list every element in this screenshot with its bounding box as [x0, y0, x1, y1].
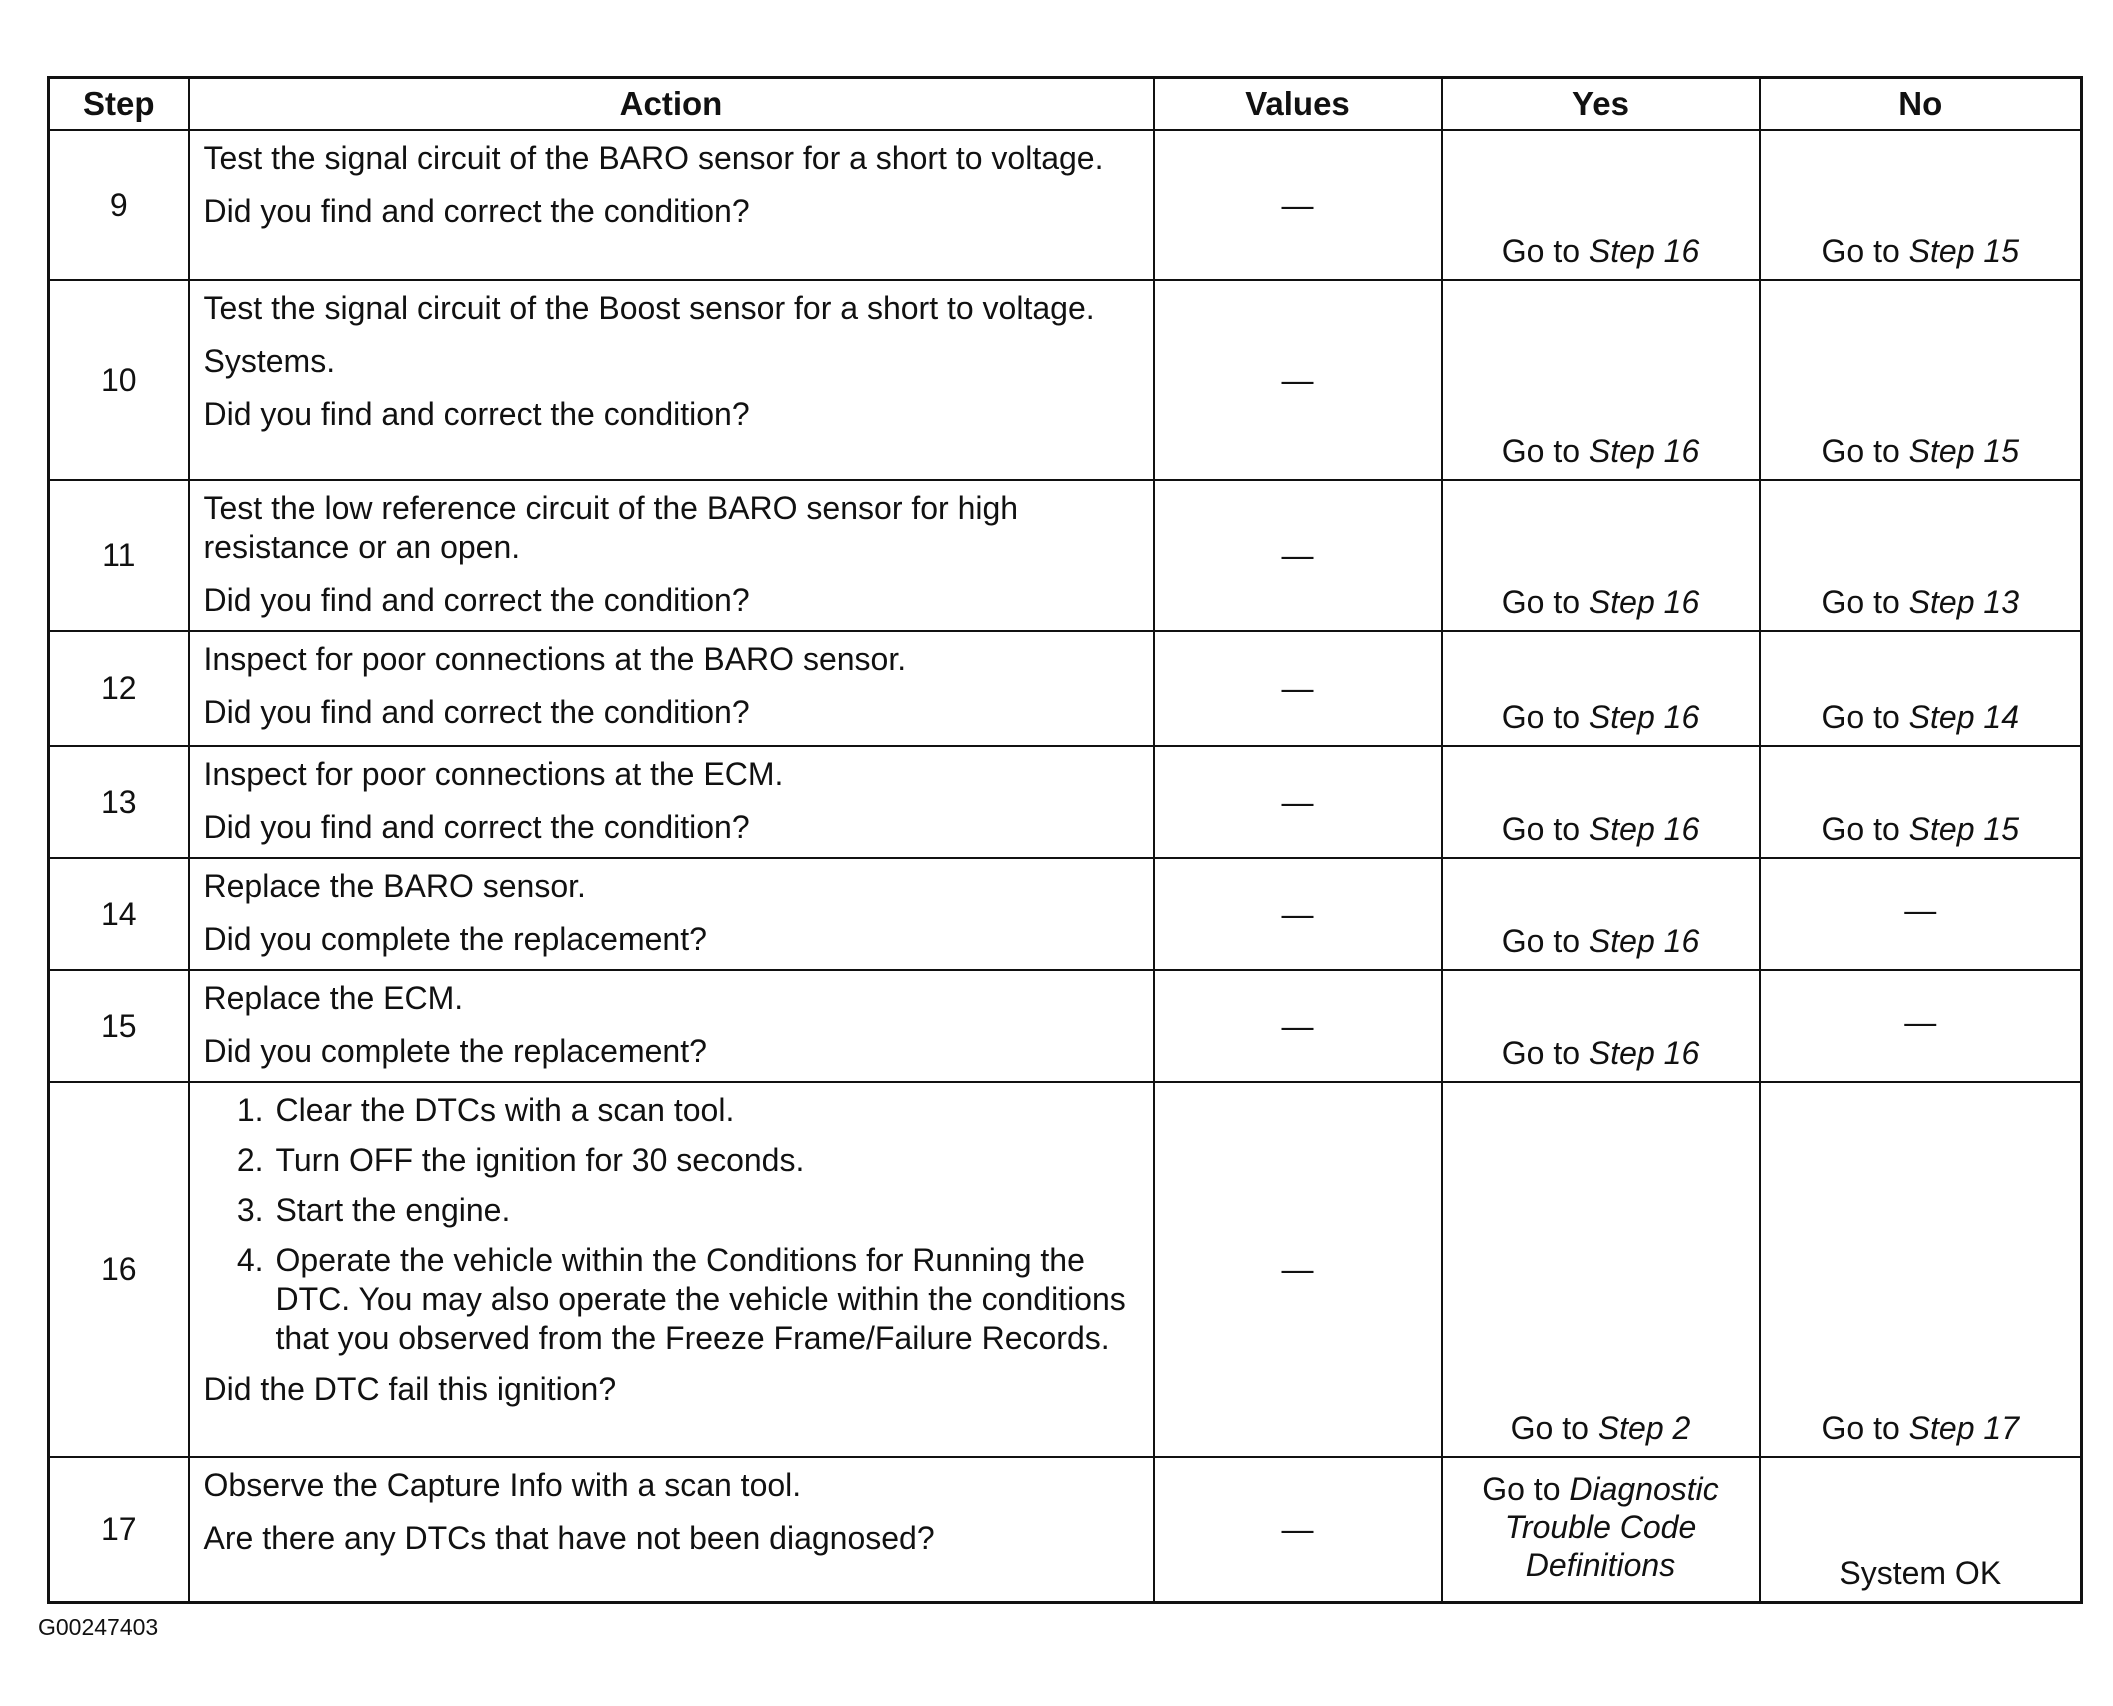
step-reference: Diagnostic Trouble Code Definitions — [1504, 1471, 1719, 1584]
yes-goto — [1482, 1471, 1719, 1583]
action-list-item — [204, 1241, 1139, 1358]
step-reference: Step 16 — [1588, 811, 1700, 847]
yes-cell — [1442, 970, 1760, 1082]
step-reference: Step 15 — [1908, 233, 2019, 269]
values-cell: — — [1154, 970, 1442, 1082]
no-cell: — — [1760, 858, 2082, 970]
action-list-item — [204, 1091, 1139, 1130]
yes-cell — [1442, 130, 1760, 280]
step-reference: Step 2 — [1597, 1410, 1691, 1446]
values-cell: — — [1154, 280, 1442, 480]
table-row — [49, 480, 2082, 631]
goto-prefix: Go to — [1510, 1410, 1598, 1446]
action-text: Inspect for poor connections at the BARO sensor. — [203, 641, 907, 677]
action-text: Test the signal circuit of the Boost sensor for a short to voltage. — [203, 290, 1095, 326]
table-row — [49, 970, 2082, 1082]
action-text: Replace the BARO sensor. — [203, 868, 586, 904]
values-cell: — — [1154, 480, 1442, 631]
step-reference: Step 16 — [1588, 1035, 1700, 1071]
action-text: Did you find and correct the condition? — [203, 582, 750, 618]
step-reference: Step 13 — [1908, 584, 2019, 620]
goto-prefix: Go to — [1821, 699, 1909, 735]
header-action: Action — [189, 78, 1154, 131]
goto-prefix: Go to — [1501, 699, 1589, 735]
goto-prefix: Go to — [1821, 233, 1909, 269]
goto-prefix: Go to — [1821, 1410, 1909, 1446]
table-row — [49, 631, 2082, 746]
table-row — [49, 130, 2082, 280]
no-goto — [1822, 1410, 2019, 1446]
list-item-number: 4. — [236, 1242, 264, 1278]
header-values: Values — [1154, 78, 1442, 131]
step-number: 9 — [49, 130, 189, 280]
action-text: Systems. — [203, 343, 336, 379]
yes-cell — [1442, 1082, 1760, 1457]
no-cell — [1760, 130, 2082, 280]
list-item-number: 2. — [236, 1142, 264, 1178]
action-text: Inspect for poor connections at the ECM. — [203, 756, 784, 792]
action-text: Did you find and correct the condition? — [203, 809, 750, 845]
list-item-number: 1. — [236, 1092, 264, 1128]
no-goto — [1822, 811, 2019, 847]
step-number: 14 — [49, 858, 189, 970]
step-number: 17 — [49, 1457, 189, 1602]
action-text: Did you find and correct the condition? — [203, 193, 750, 229]
yes-cell — [1442, 280, 1760, 480]
step-reference: Step 16 — [1588, 233, 1700, 269]
step-reference: Step 15 — [1908, 433, 2019, 469]
action-text: Test the low reference circuit of the BARO sensor for high resistance or an open. — [203, 490, 1019, 565]
action-text: Did you complete the replacement? — [203, 1033, 707, 1069]
goto-prefix: Go to — [1482, 1471, 1570, 1508]
step-number: 12 — [49, 631, 189, 746]
diagnostic-step-table — [47, 76, 2083, 1604]
values-cell: — — [1154, 130, 1442, 280]
header-no: No — [1760, 78, 2082, 131]
goto-prefix: Go to — [1501, 233, 1589, 269]
header-yes: Yes — [1442, 78, 1760, 131]
table-row — [49, 1457, 2082, 1602]
no-goto — [1822, 233, 2019, 269]
action-text: Did the DTC fail this ignition? — [203, 1371, 617, 1407]
yes-cell — [1442, 746, 1760, 858]
yes-goto — [1502, 699, 1699, 735]
no-cell — [1760, 280, 2082, 480]
list-item-text: Clear the DTCs with a scan tool. — [275, 1092, 735, 1128]
yes-goto — [1502, 811, 1699, 847]
action-list-item — [204, 1141, 1139, 1180]
table-row — [49, 858, 2082, 970]
goto-prefix: Go to — [1501, 923, 1589, 959]
list-item-number: 3. — [236, 1192, 264, 1228]
values-cell: — — [1154, 746, 1442, 858]
action-cell — [189, 746, 1154, 858]
goto-prefix: Go to — [1501, 433, 1589, 469]
values-cell: — — [1154, 1457, 1442, 1602]
action-cell — [189, 858, 1154, 970]
action-text: Did you find and correct the condition? — [203, 396, 750, 432]
action-text: Replace the ECM. — [203, 980, 464, 1016]
goto-prefix: Go to — [1501, 584, 1589, 620]
no-cell — [1760, 631, 2082, 746]
values-cell: — — [1154, 1082, 1442, 1457]
no-cell: System OK — [1760, 1457, 2082, 1602]
action-steps-list — [204, 1091, 1139, 1358]
no-cell — [1760, 746, 2082, 858]
goto-prefix: Go to — [1501, 1035, 1589, 1071]
table-body — [49, 130, 2082, 1602]
step-reference: Step 14 — [1908, 699, 2019, 735]
table-row — [49, 746, 2082, 858]
action-cell — [189, 480, 1154, 631]
goto-prefix: Go to — [1501, 811, 1589, 847]
action-text: Did you find and correct the condition? — [203, 694, 750, 730]
no-cell — [1760, 1082, 2082, 1457]
action-cell — [189, 970, 1154, 1082]
action-text: Test the signal circuit of the BARO sensor for a short to voltage. — [203, 140, 1104, 176]
goto-prefix: Go to — [1821, 433, 1909, 469]
list-item-text: Turn OFF the ignition for 30 seconds. — [275, 1142, 805, 1178]
values-cell: — — [1154, 858, 1442, 970]
step-number: 16 — [49, 1082, 189, 1457]
action-text: Are there any DTCs that have not been diagnosed? — [203, 1520, 935, 1556]
table-row — [49, 1082, 2082, 1457]
goto-prefix: Go to — [1821, 811, 1909, 847]
no-cell — [1760, 480, 2082, 631]
yes-goto — [1502, 923, 1699, 959]
yes-cell — [1442, 1457, 1760, 1602]
table-header-row — [49, 78, 2082, 131]
yes-cell — [1442, 480, 1760, 631]
step-number: 15 — [49, 970, 189, 1082]
action-cell — [189, 280, 1154, 480]
table-row — [49, 280, 2082, 480]
list-item-text: Start the engine. — [275, 1192, 511, 1228]
yes-goto — [1502, 1035, 1699, 1071]
no-goto — [1822, 584, 2019, 620]
goto-prefix: Go to — [1821, 584, 1909, 620]
step-reference: Step 16 — [1588, 923, 1700, 959]
step-number: 11 — [49, 480, 189, 631]
step-number: 13 — [49, 746, 189, 858]
step-reference: Step 16 — [1588, 699, 1700, 735]
action-list-item — [204, 1191, 1139, 1230]
no-goto — [1822, 433, 2019, 469]
header-step: Step — [49, 78, 189, 131]
yes-goto — [1511, 1410, 1691, 1446]
step-reference: Step 15 — [1908, 811, 2019, 847]
yes-cell — [1442, 858, 1760, 970]
yes-cell — [1442, 631, 1760, 746]
values-cell: — — [1154, 631, 1442, 746]
action-cell — [189, 130, 1154, 280]
yes-goto — [1502, 433, 1699, 469]
action-text: Observe the Capture Info with a scan tool. — [203, 1467, 802, 1503]
step-reference: Step 16 — [1588, 584, 1700, 620]
step-reference: Step 17 — [1908, 1410, 2019, 1446]
step-number: 10 — [49, 280, 189, 480]
no-cell: — — [1760, 970, 2082, 1082]
figure-id: G00247403 — [38, 1614, 159, 1640]
list-item-text: Operate the vehicle within the Conditions for Running the DTC. You may also operate the vehicle within the conditions that you observed from the Freeze Frame/Failure Records. — [275, 1242, 1126, 1356]
yes-goto — [1502, 584, 1699, 620]
action-text: Did you complete the replacement? — [203, 921, 707, 957]
action-cell — [189, 1457, 1154, 1602]
yes-goto — [1502, 233, 1699, 269]
action-cell — [189, 631, 1154, 746]
no-goto — [1822, 699, 2019, 735]
step-reference: Step 16 — [1588, 433, 1700, 469]
action-cell — [189, 1082, 1154, 1457]
